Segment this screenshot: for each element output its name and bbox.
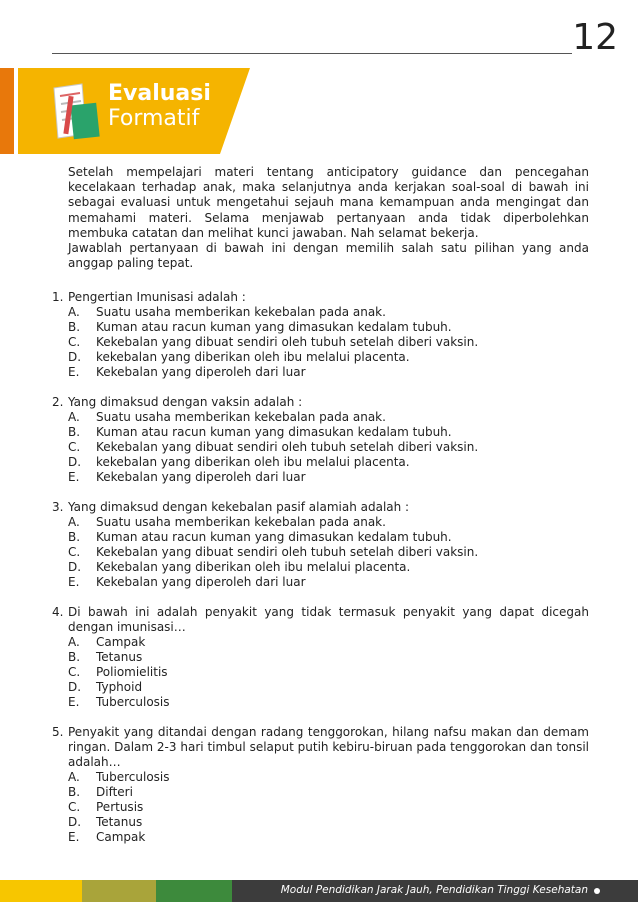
answer-options [52,305,589,380]
option-letter: E. [68,575,80,589]
banner-title [108,83,211,130]
option-text: Kekebalan yang diberikan oleh ibu melalui placenta. [96,560,411,574]
answer-option [68,320,589,335]
option-text: Kekebalan yang dibuat sendiri oleh tubuh setelah diberi vaksin. [96,335,479,349]
option-letter: B. [68,650,81,664]
answer-option [68,515,589,530]
answer-option [68,560,589,575]
option-text: Tuberculosis [96,695,170,709]
option-letter: A. [68,305,80,319]
option-text: Suatu usaha memberikan kekebalan pada anak. [96,305,386,319]
banner-title-line2: Formatif [108,106,200,131]
intro-paragraph: Setelah mempelajari materi tentang anticipatory guidance dan pencegahan kecelakaan terhadap anak, maka selanjutnya anda kerjakan soal-soal di bawah ini sebagai evaluasi untuk mengetahui sejauh mana kemampuan anda mengingat dan memahami materi. Selama menjawab pertanyaan anda tidak diperbolehkan membuka catatan dan melihat kunci jawaban. Nah selamat bekerja. [68,165,589,240]
answer-option [68,575,589,590]
option-letter: C. [68,440,81,454]
intro-text [68,165,589,271]
answer-option [68,545,589,560]
option-text: Kuman atau racun kuman yang dimasukan kedalam tubuh. [96,320,452,334]
question-number: 2. [52,395,64,409]
question-item [52,395,589,485]
answer-options [52,635,589,710]
answer-option [68,335,589,350]
option-letter: D. [68,350,82,364]
option-letter: D. [68,680,82,694]
answer-option [68,530,589,545]
question-item [52,725,589,845]
question-stem [52,290,589,305]
answer-options [52,410,589,485]
answer-options [52,770,589,845]
option-letter: C. [68,335,81,349]
header-rule [52,53,572,54]
option-text: Campak [96,635,146,649]
question-number: 4. [52,605,64,619]
footer [0,880,638,902]
option-text: Suatu usaha memberikan kekebalan pada anak. [96,410,386,424]
option-letter: D. [68,560,82,574]
answer-option [68,800,589,815]
answer-option [68,830,589,845]
question-stem [52,500,589,515]
option-letter: B. [68,530,81,544]
option-letter: A. [68,515,80,529]
option-letter: C. [68,665,81,679]
question-stem [52,725,589,770]
intro-instruction: Jawablah pertanyaan di bawah ini dengan memilih salah satu pilihan yang anda anggap paling tepat. [68,241,589,271]
option-letter: A. [68,770,80,784]
option-text: Kekebalan yang diperoleh dari luar [96,470,306,484]
question-item [52,605,589,710]
option-text: Kekebalan yang dibuat sendiri oleh tubuh setelah diberi vaksin. [96,440,479,454]
answer-option [68,695,589,710]
option-text: kekebalan yang diberikan oleh ibu melalui placenta. [96,350,410,364]
option-letter: B. [68,320,81,334]
question-text: Penyakit yang ditandai dengan radang tenggorokan, hilang nafsu makan dan demam ringan. Dalam 2-3 hari timbul selaput putih kebiru-biruan pada tenggorokan dan tonsil adalah… [68,725,589,769]
option-letter: E. [68,695,80,709]
banner-title-line1: Evaluasi [108,81,211,106]
answer-option [68,665,589,680]
option-text: Poliomielitis [96,665,168,679]
option-text: Pertusis [96,800,144,814]
option-letter: A. [68,410,80,424]
question-text: Pengertian Imunisasi adalah : [68,290,246,304]
answer-option [68,350,589,365]
answer-option [68,455,589,470]
answer-option [68,680,589,695]
answer-option [68,770,589,785]
option-text: Campak [96,830,146,844]
option-letter: C. [68,545,81,559]
option-letter: B. [68,425,81,439]
answer-option [68,440,589,455]
option-text: Tetanus [96,650,143,664]
option-text: Tetanus [96,815,143,829]
question-text: Yang dimaksud dengan kekebalan pasif alamiah adalah : [68,500,410,514]
question-text: Yang dimaksud dengan vaksin adalah : [68,395,303,409]
answer-options [52,515,589,590]
option-letter: E. [68,365,80,379]
option-letter: A. [68,635,80,649]
footer-text: Modul Pendidikan Jarak Jauh, Pendidikan Tinggi Kesehatan [280,884,588,896]
answer-option [68,410,589,425]
answer-option [68,785,589,800]
question-item [52,290,589,380]
question-item [52,500,589,590]
option-text: Kekebalan yang diperoleh dari luar [96,365,306,379]
answer-option [68,365,589,380]
answer-option [68,815,589,830]
question-number: 5. [52,725,64,739]
option-text: Kuman atau racun kuman yang dimasukan kedalam tubuh. [96,530,452,544]
option-text: kekebalan yang diberikan oleh ibu melalui placenta. [96,455,410,469]
option-letter: E. [68,830,80,844]
option-letter: E. [68,470,80,484]
option-text: Tuberculosis [96,770,170,784]
option-letter: D. [68,455,82,469]
option-text: Kekebalan yang dibuat sendiri oleh tubuh setelah diberi vaksin. [96,545,479,559]
question-stem [52,605,589,635]
footer-dot [594,888,600,894]
option-text: Suatu usaha memberikan kekebalan pada anak. [96,515,386,529]
footer-band-olive [82,880,156,902]
answer-option [68,305,589,320]
answer-option [68,650,589,665]
question-number: 3. [52,500,64,514]
question-list [52,290,589,860]
option-text: Kekebalan yang diperoleh dari luar [96,575,306,589]
answer-option [68,425,589,440]
question-number: 1. [52,290,64,304]
option-text: Difteri [96,785,133,799]
page-number: 12 [572,17,618,58]
answer-option [68,635,589,650]
question-stem [52,395,589,410]
footer-band-yellow [0,880,82,902]
question-text: Di bawah ini adalah penyakit yang tidak termasuk penyakit yang dapat dicegah dengan imunisasi… [68,605,589,634]
option-text: Typhoid [96,680,143,694]
answer-option [68,470,589,485]
option-letter: C. [68,800,81,814]
section-banner [0,68,250,154]
footer-band-green [156,880,232,902]
option-text: Kuman atau racun kuman yang dimasukan kedalam tubuh. [96,425,452,439]
option-letter: D. [68,815,82,829]
option-letter: B. [68,785,81,799]
